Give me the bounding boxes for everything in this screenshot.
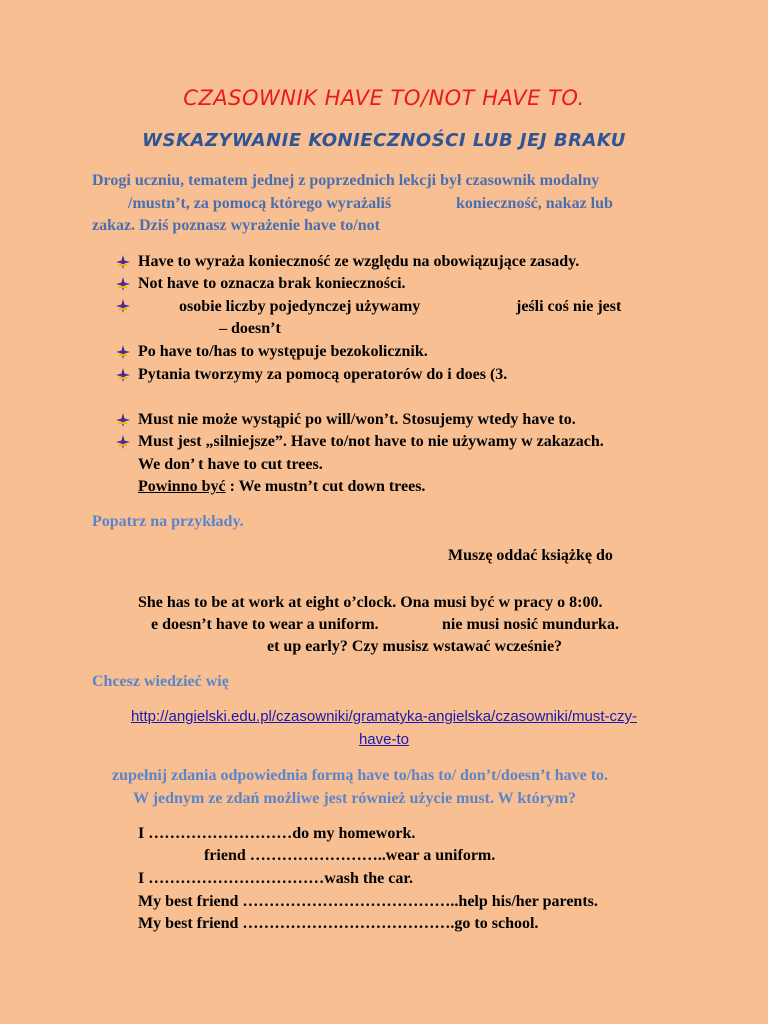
bullet-icon <box>116 368 130 382</box>
example-cut-trees: We don’ t have to cut trees. <box>138 456 323 473</box>
task-1: I ………………………do my homework. <box>138 825 416 842</box>
bullet-text-1: Have to wyraża konieczność ze względu na obowiązujące zasady. <box>138 253 580 270</box>
bullet-icon <box>116 255 130 269</box>
example-1: Muszę oddać książkę do <box>448 547 613 564</box>
link-line-1-wrap <box>0 708 768 726</box>
bullet-icon <box>116 435 130 449</box>
exercise-line-2: W jednym ze zdań możliwe jest również użycie must. W którym? <box>133 790 577 807</box>
correction-line <box>138 478 425 496</box>
intro-line-1: Drogi uczniu, tematem jednej z poprzednich lekcji był czasownik modalny <box>92 172 600 189</box>
want-more-heading: Chcesz wiedzieć wię <box>92 673 229 690</box>
example-3b: nie musi nosić mundurka. <box>442 616 619 633</box>
task-5: My best friend ………………………………….go to school. <box>138 915 539 932</box>
bullet-text-3-extra: jeśli coś nie jest <box>516 298 622 315</box>
bullet-text-6: Must nie może wystąpić po will/won’t. Stosujemy wtedy have to. <box>138 411 576 428</box>
bullet-icon <box>116 277 130 291</box>
bullet-icon <box>116 413 130 427</box>
link-line-2-wrap <box>0 731 768 749</box>
bullet-text-7: Must jest „silniejsze”. Have to/not have to nie używamy w zakazach. <box>138 433 604 450</box>
should-label: Powinno być <box>138 478 226 495</box>
bullet-text-5: Pytania tworzymy za pomocą operatorów do i does (3. <box>138 366 508 383</box>
example-3a: e doesn’t have to wear a uniform. <box>151 616 379 633</box>
intro-line-2b: konieczność, nakaz lub <box>456 195 613 212</box>
bullet-icon <box>116 345 130 359</box>
task-4: My best friend …………………………………..help his/her parents. <box>138 893 598 910</box>
page-title: CZASOWNIK HAVE TO/NOT HAVE TO. <box>183 86 585 110</box>
task-3: I ……………………………wash the car. <box>138 870 413 887</box>
bullet-text-3-line2: – doesn’t <box>219 320 281 337</box>
resource-link[interactable]: http://angielski.edu.pl/czasowniki/gramatyka-angielska/czasowniki/must-czy- <box>130 708 638 725</box>
intro-line-2a: /mustn’t, za pomocą którego wyrażaliś <box>128 195 392 212</box>
bullet-text-4: Po have to/has to występuje bezokolicznik. <box>138 343 428 360</box>
should-rest: : We mustn’t cut down trees. <box>225 478 426 495</box>
intro-line-3: zakaz. Dziś poznasz wyrażenie have to/not <box>92 217 380 234</box>
page-subtitle: WSKAZYWANIE KONIECZNOŚCI LUB JEJ BRAKU <box>142 130 626 151</box>
task-2: friend ……………………..wear a uniform. <box>204 847 496 864</box>
example-4: et up early? Czy musisz wstawać wcześnie? <box>267 638 563 655</box>
exercise-line-1: zupełnij zdania odpowiednia formą have to/has to/ don’t/doesn’t have to. <box>112 767 609 784</box>
bullet-text-2: Not have to oznacza brak konieczności. <box>138 275 406 292</box>
look-examples-heading: Popatrz na przykłady. <box>92 513 244 530</box>
bullet-text-3: osobie liczby pojedynczej używamy <box>179 298 421 315</box>
example-2: She has to be at work at eight o’clock. Ona musi być w pracy o 8:00. <box>138 594 603 611</box>
resource-link-continued[interactable]: have-to <box>358 731 410 748</box>
bullet-icon <box>116 299 130 313</box>
